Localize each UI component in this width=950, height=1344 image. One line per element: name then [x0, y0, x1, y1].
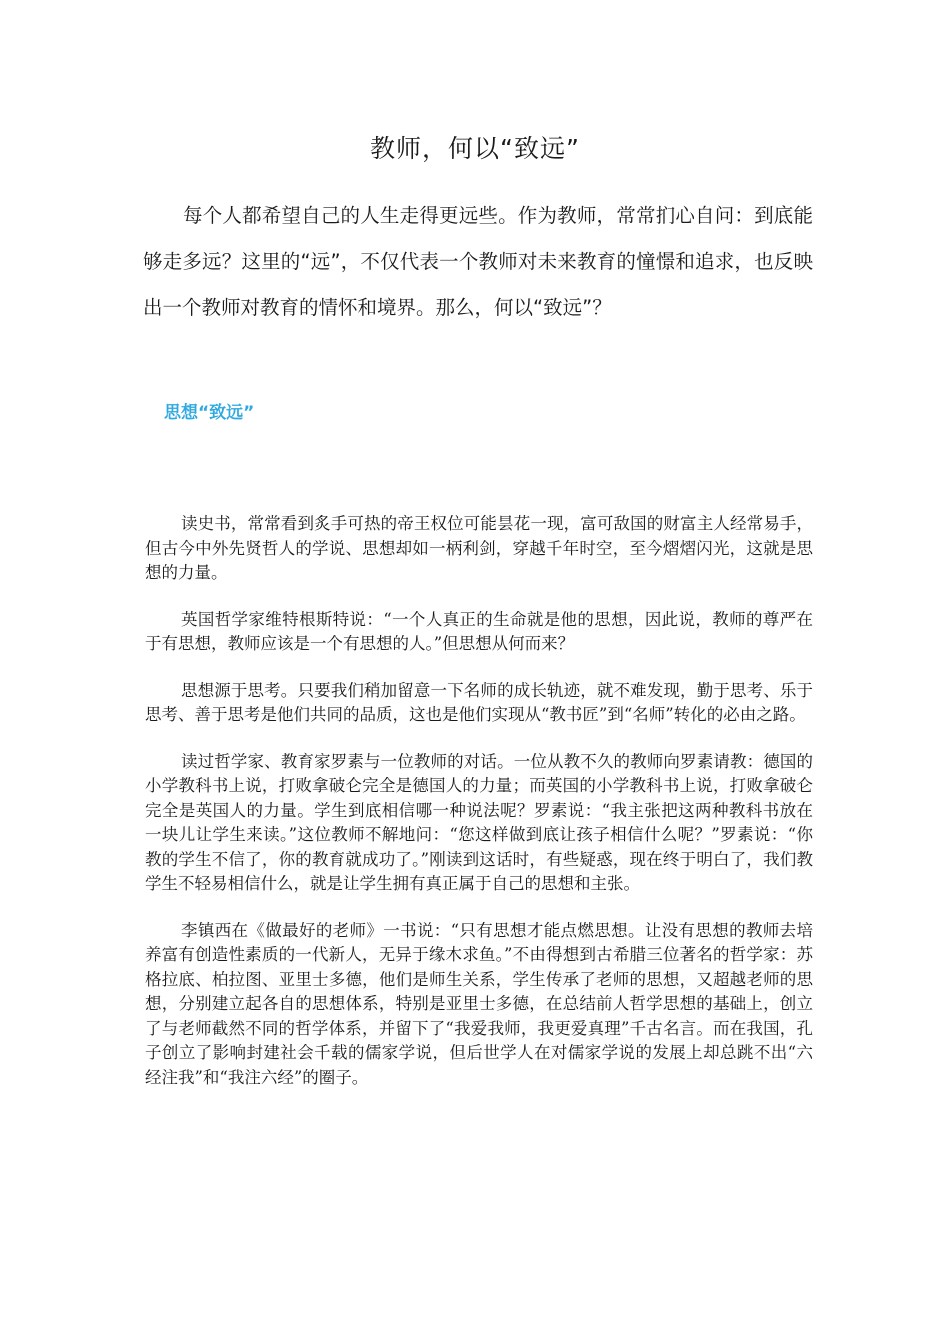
body-paragraph: 李镇西在《做最好的老师》一书说：“只有思想才能点燃思想。让没有思想的教师去培养富有创造性素质的一代新人，无异于缘木求鱼。”不由得想到古希腊三位著名的哲学家：苏格拉底、柏拉图、亚里士多德，他们是师生关系，学生传承了老师的思想，又超越老师的思想，分别建立起各自的思想体系，特别是亚里士多德，在总结前人哲学思想的基础上，创立了与老师截然不同的哲学体系，并留下了“我爱我师，我更爱真理”千古名言。而在我国，孔子创立了影响封建社会千载的儒家学说，但后世学人在对儒家学说的发展上却总跳不出“六经注我”和“我注六经”的圈子。 [145, 920, 813, 1087]
document-title: 教师，何以“致远” [370, 134, 580, 163]
intro-paragraph: 每个人都希望自己的人生走得更远些。作为教师，常常扪心自问：到底能够走多远？这里的“远”，不仅代表一个教师对未来教育的憧憬和追求，也反映出一个教师对教育的情怀和境界。那么，何以“致远”？ [143, 204, 813, 319]
body-paragraph: 读史书，常常看到炙手可热的帝王权位可能昙花一现，富可敌国的财富主人经常易手，但古今中外先贤哲人的学说、思想却如一柄利剑，穿越千年时空，至今熠熠闪光，这就是思想的力量。 [145, 514, 813, 582]
body-paragraph: 思想源于思考。只要我们稍加留意一下名师的成长轨迹，就不难发现，勤于思考、乐于思考、善于思考是他们共同的品质，这也是他们实现从“教书匠”到“名师”转化的必由之路。 [145, 680, 813, 724]
body-paragraph: 英国哲学家维特根斯特说：“一个人真正的生命就是他的思想，因此说，教师的尊严在于有思想，教师应该是一个有思想的人。”但思想从何而来？ [145, 609, 813, 653]
section-heading: 思想“致远” [164, 403, 255, 423]
body-paragraph: 读过哲学家、教育家罗素与一位教师的对话。一位从教不久的教师向罗素请教：德国的小学教科书上说，打败拿破仑完全是德国人的力量；而英国的小学教科书上说，打败拿破仑完全是英国人的力量。学生到底相信哪一种说法呢？罗素说：“我主张把这两种教科书放在一块儿让学生来读。”这位教师不解地问：“您这样做到底让孩子相信什么呢？”罗素说：“你教的学生不信了，你的教育就成功了。”刚读到这话时，有些疑惑，现在终于明白了，我们教学生不轻易相信什么，就是让学生拥有真正属于自己的思想和主张。 [145, 751, 813, 893]
body-text [145, 512, 813, 1112]
